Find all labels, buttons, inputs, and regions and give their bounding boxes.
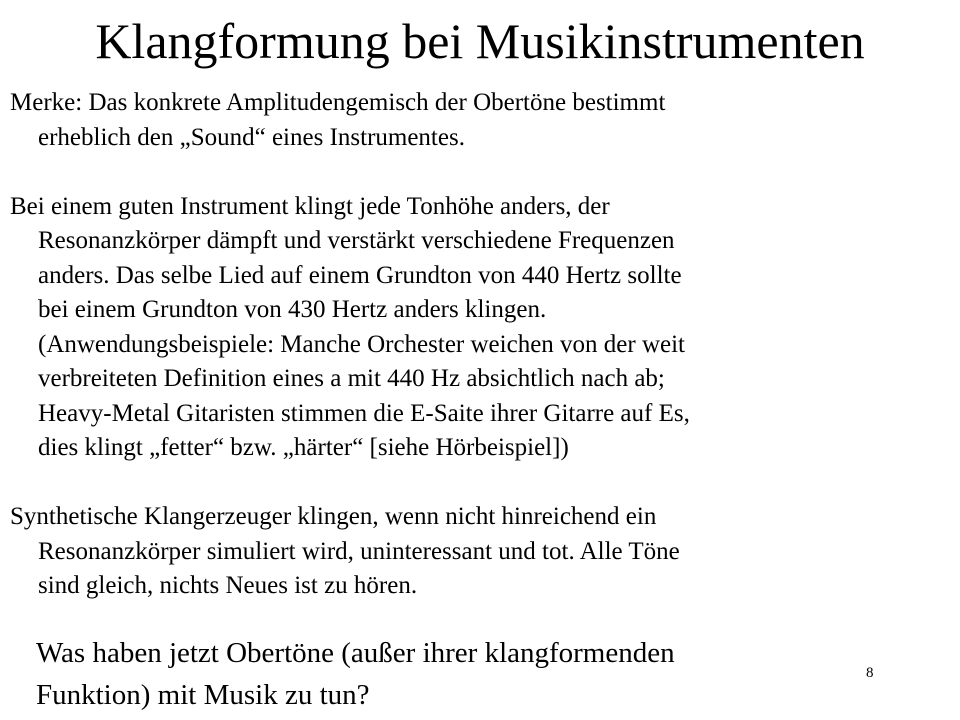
slide-title: Klangformung bei Musikinstrumenten [95, 13, 865, 69]
closing-question [36, 632, 866, 716]
paragraph-line: Synthetische Klangerzeuger klingen, wenn nicht hinreichend ein [10, 503, 657, 530]
paragraph-line: Heavy-Metal Gitaristen stimmen die E-Saite ihrer Gitarre auf Es, [38, 399, 690, 427]
paragraph-line: sind gleich, nichts Neues ist zu hören. [38, 572, 418, 599]
paragraph-synthetic [10, 500, 940, 604]
paragraph-merke [10, 86, 940, 155]
paragraph-line: Resonanzkörper simuliert wird, uninteressant und tot. Alle Töne [38, 537, 680, 565]
paragraph-line: verbreiteten Definition eines a mit 440 Hz absichtlich nach ab; [38, 365, 665, 392]
question-line: Was haben jetzt Obertöne (außer ihrer klangformenden [36, 637, 675, 669]
paragraph-line: dies klingt „fetter“ bzw. „härter“ [siehe Hörbeispiel]) [38, 434, 569, 461]
paragraph-instrument [10, 190, 940, 466]
question-line: Funktion) mit Musik zu tun? [36, 679, 370, 711]
paragraph-line: bei einem Grundton von 430 Hertz anders klingen. [38, 296, 547, 323]
paragraph-line: erheblich den „Sound“ eines Instrumentes. [38, 123, 465, 151]
page-number: 8 [866, 665, 874, 681]
slide-body [10, 86, 940, 604]
paragraph-line: anders. Das selbe Lied auf einem Grundton von 440 Hertz sollte [38, 261, 682, 289]
paragraph-line: (Anwendungsbeispiele: Manche Orchester weichen von der weit [38, 330, 685, 358]
paragraph-line: Merke: Das konkrete Amplitudengemisch der Obertöne bestimmt [10, 89, 666, 116]
paragraph-line: Bei einem guten Instrument klingt jede Tonhöhe anders, der [10, 192, 610, 220]
paragraph-line: Resonanzkörper dämpft und verstärkt verschiedene Frequenzen [38, 227, 675, 254]
